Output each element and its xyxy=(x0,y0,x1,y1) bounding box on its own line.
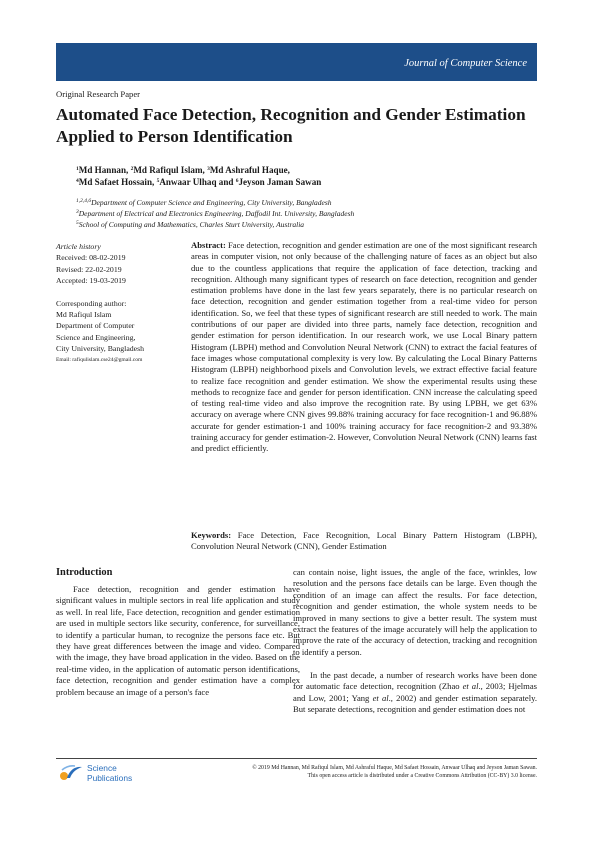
affiliation xyxy=(76,219,354,230)
author-list xyxy=(76,165,321,188)
paragraph-text: ., 2003; Hjelmas and Low, 2001; Yang xyxy=(293,681,537,703)
received-date: Received: 08-02-2019 xyxy=(56,253,126,263)
affiliation-text: Department of Electrical and Electronics Engineering, Daffodil Int. University, Bangladesh xyxy=(78,209,355,218)
affiliation-list xyxy=(76,197,354,230)
publisher-logo-icon xyxy=(59,764,83,782)
affiliation-mark: 5 xyxy=(76,220,79,226)
paper-type-label: Original Research Paper xyxy=(56,89,140,99)
keywords-label: Keywords: xyxy=(191,530,232,540)
corresponding-author-dept: Department of Computer xyxy=(56,321,135,331)
publisher-name-line: Science xyxy=(87,763,117,773)
author-name: Jeyson Jaman Sawan xyxy=(238,176,322,187)
abstract xyxy=(191,240,537,455)
intro-paragraph-1: Face detection, recognition and gender estimation have significant values in multiple sectors in real life application and study as well. In real life, Face detection, recognition and gender estimation are used in multiple sectors like security, conference, for surveillance, to identify a particular human, to recognize the persons face etc. But they have great differences between the image and video. Compared with the image, they have broad application in the video. Based on the real-time video, in the application of automatic person identifications, face detection, recognition and gender estimation have a complex problem because an image of a person's face xyxy=(56,584,300,697)
journal-header-banner xyxy=(56,43,537,81)
citation-et-al: et al xyxy=(462,681,479,692)
author-name: Md Hannan, xyxy=(78,165,131,175)
corresponding-author-label: Corresponding author: xyxy=(56,298,127,308)
section-heading-introduction: Introduction xyxy=(56,567,113,578)
paper-title: Automated Face Detection, Recognition and Gender Estimation Applied to Person Identification xyxy=(56,105,526,146)
author-mark: 6 xyxy=(235,177,239,184)
intro-paragraph-continued: can contain noise, light issues, the angle of the face, wrinkles, low resolution and the persons face details can be large. Even though the condition of an image can affect the results. For face detection, recognition and gender estimation, the whole system needs to be improved in many sections to give a better result. The system must extract the features of the image accurately will help the application to improve the rate of the accuracy of detection, tracking and recognition to identify a person. xyxy=(293,567,537,657)
copyright-line: © 2019 Md Hannan, Md Rafiqul Islam, Md Ashraful Haque, Md Safaet Hossain, Anwaar Ulhaq and Jeyson Jaman Sawan. xyxy=(252,765,537,771)
author-mark: 1 xyxy=(76,166,79,172)
article-info-sidebar xyxy=(56,241,156,366)
author-mark: 3 xyxy=(207,166,210,172)
author-mark: 4 xyxy=(76,177,79,184)
publisher-name xyxy=(87,764,187,783)
paragraph-text: ., 2002) and gender estimation separately. But separate detections, recognition and gender estimation does not xyxy=(293,692,537,715)
affiliation xyxy=(76,197,354,208)
footer-divider xyxy=(56,758,537,759)
accepted-date: Accepted: 19-03-2019 xyxy=(56,276,126,286)
citation-et-al: et al xyxy=(372,692,389,703)
corresponding-author-email[interactable]: Email: rafiqulislam.cse24@gmail.com xyxy=(56,356,143,363)
paragraph-text: In the past decade, a number of research works have been done for automatic face detection, recognition (Zhao xyxy=(293,670,537,692)
corresponding-author-university: City University, Bangladesh xyxy=(56,344,145,354)
journal-name: Journal of Computer Science xyxy=(404,58,527,69)
author-line-2 xyxy=(76,177,321,189)
history-label: Article history xyxy=(56,242,101,251)
author-mark: 5 xyxy=(156,177,160,184)
intro-paragraph-2 xyxy=(293,670,537,716)
author-name: Md Safaet Hossain, xyxy=(78,176,157,187)
author-name: Md Ashraful Haque, xyxy=(209,165,290,175)
affiliation-mark: 3 xyxy=(76,209,79,215)
affiliation-text: School of Computing and Mathematics, Charles Sturt University, Australia xyxy=(78,220,305,229)
license-line: This open access article is distributed under a Creative Commons Attribution (CC-BY) 3.0 license. xyxy=(307,773,537,780)
keywords-text: Face Detection, Face Recognition, Local Binary Pattern Histogram (LBPH), Convolution Neural Network (CNN), Gender Estimation xyxy=(191,530,537,552)
corresponding-author-dept: Science and Engineering, xyxy=(56,332,136,342)
affiliation-mark: 1,2,4,6 xyxy=(76,198,92,204)
affiliation-text: Department of Computer Science and Engineering, City University, Bangladesh xyxy=(91,198,332,207)
abstract-text: Face detection, recognition and gender estimation are one of the most significant research areas in computer vision, not only because of the challenging nature of faces as an object but also due to the countless applications that require the application of face detection, tracking and recognition. Although many significant types of research on face detection, recognition and gender estimation problems have done in the last few years separately, there is no particular research on face detection, recognition and gender estimation together from a real-time video for person identification. So, we feel that these types of significant research are still needed to work. The main contributions of our paper are divided into three parts, namely face detection, recognition and gender estimation for person identification. In our research work, we use Local Binary pattern Histogram (LBPH) method and Convolution Neural Network (CNN) to extract the facial features of face images whose computational complexity is very low. By calculating the Local Binary Patterns Histogram (LBPH) neighborhood pixels and Convolution levels, we extract effective facial feature to realize face recognition and gender estimation. We show the experimental results using these methods to recognize face and gender for person identification. CNN increase the calculating speed of testing real-time video and also improve the recognition rate. By using LPBH, we get 63% accuracy on average where CNN gives 99.88% training accuracy for face recognition-1 and 96.88% accurate for gender estimation-1 and 100% training accuracy for face recognition-2 and 93.38% training accuracy for gender estimation-2. However, Convolution Neural Network (CNN) learns fast and predict efficiently. xyxy=(191,240,537,454)
author-name: Anwaar Ulhaq and xyxy=(159,176,236,187)
keywords xyxy=(191,530,537,553)
revised-date: Revised: 22-02-2019 xyxy=(56,264,122,274)
author-name: Md Rafiqul Islam, xyxy=(133,165,208,175)
author-mark: 2 xyxy=(130,166,134,172)
publisher-name-line: Publications xyxy=(87,772,133,783)
author-line-1 xyxy=(76,165,321,177)
copyright-notice xyxy=(190,764,537,780)
publisher-logo xyxy=(59,763,189,783)
affiliation xyxy=(76,208,354,219)
corresponding-author-name: Md Rafiqul Islam xyxy=(56,310,112,320)
abstract-label: Abstract: xyxy=(191,240,226,250)
